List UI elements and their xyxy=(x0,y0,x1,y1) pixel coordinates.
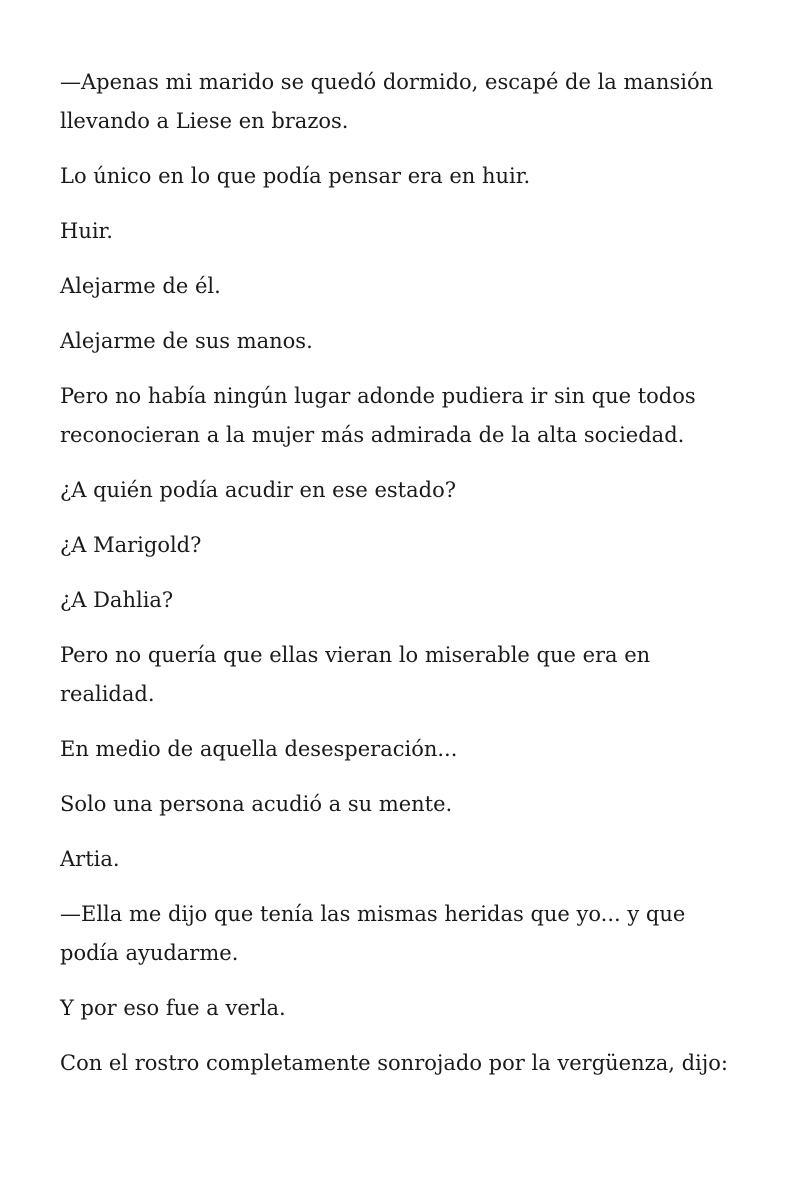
paragraph: ¿A Dahlia? xyxy=(60,588,174,612)
paragraph: Lo único en lo que podía pensar era en huir. xyxy=(60,164,531,188)
paragraph: Solo una persona acudió a su mente. xyxy=(60,792,453,816)
paragraph: Huir. xyxy=(60,219,113,243)
paragraph: Pero no había ningún lugar adonde pudiera ir sin que todos reconocieran a la mujer más admirada de la alta sociedad. xyxy=(60,384,696,447)
paragraph: Alejarme de sus manos. xyxy=(60,329,313,353)
paragraph: En medio de aquella desesperación... xyxy=(60,737,458,761)
paragraph: Pero no quería que ellas vieran lo miserable que era en realidad. xyxy=(60,643,651,706)
paragraph: —Ella me dijo que tenía las mismas heridas que yo... y que podía ayudarme. xyxy=(60,902,686,965)
paragraph: Con el rostro completamente sonrojado por la vergüenza, dijo: xyxy=(60,1051,728,1075)
paragraph: Artia. xyxy=(60,847,120,871)
paragraph: ¿A Marigold? xyxy=(60,533,202,557)
paragraph: Alejarme de él. xyxy=(60,274,221,298)
paragraph: —Apenas mi marido se quedó dormido, escapé de la mansión llevando a Liese en brazos. xyxy=(60,70,714,133)
paragraph: Y por eso fue a verla. xyxy=(60,996,286,1020)
paragraph: ¿A quién podía acudir en ese estado? xyxy=(60,478,456,502)
